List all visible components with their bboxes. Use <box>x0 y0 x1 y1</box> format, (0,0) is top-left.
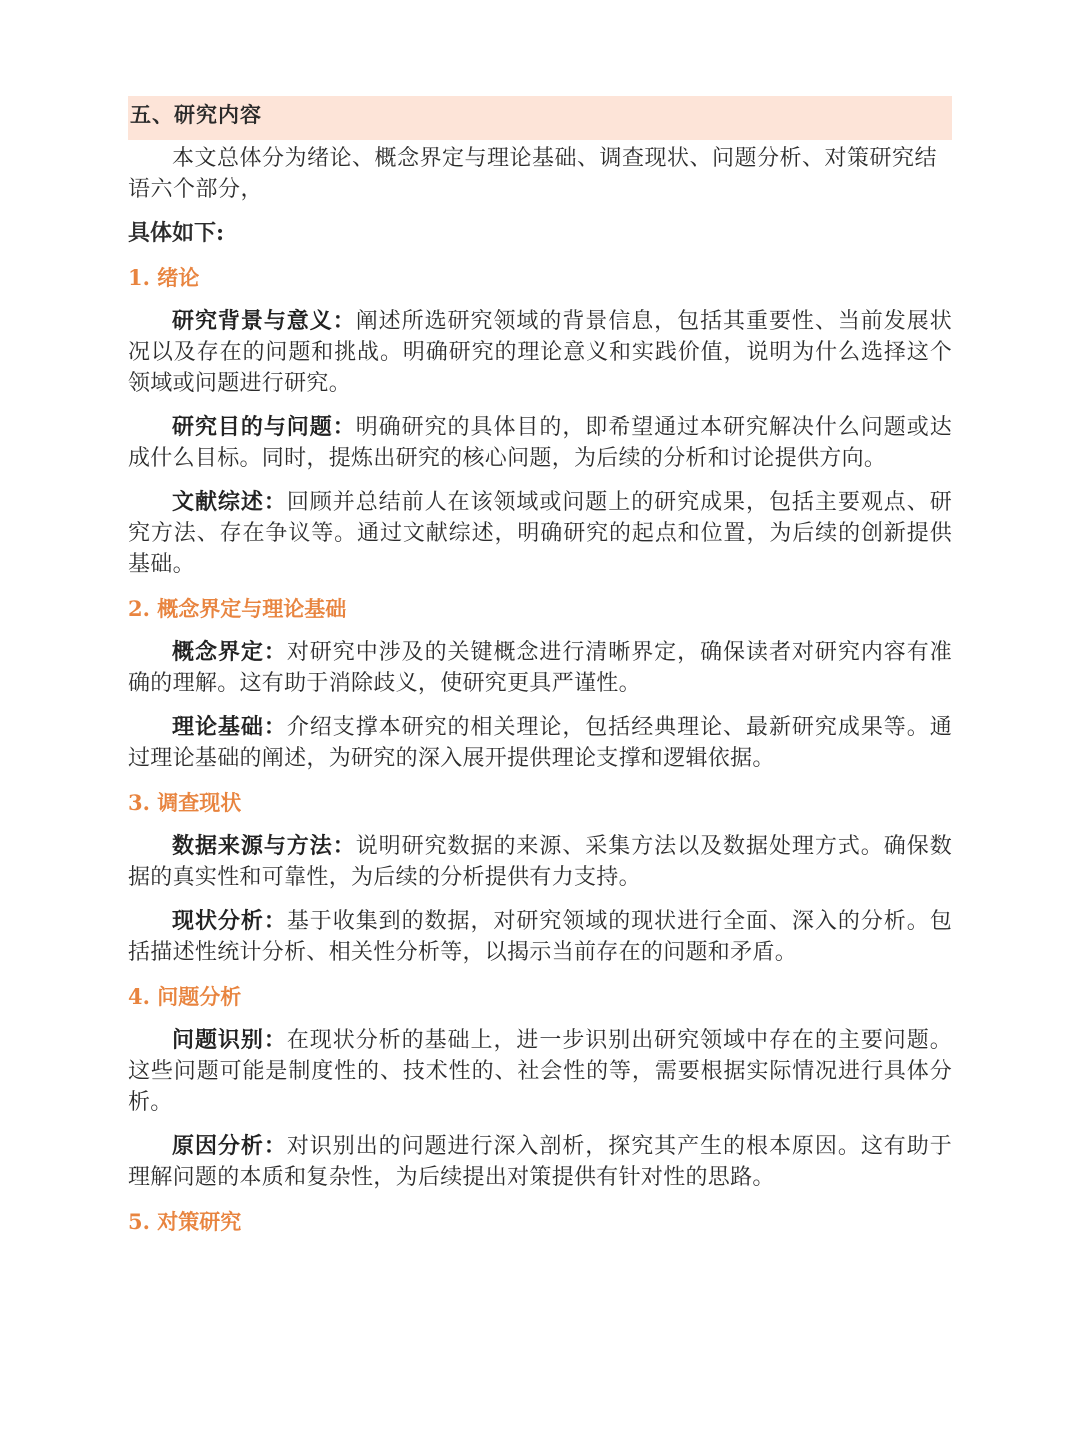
chapter-list <box>128 262 952 1237</box>
chapter-paragraph <box>128 831 952 893</box>
paragraph-text: 基于收集到的数据，对研究领域的现状进行全面、深入的分析。包括描述性统计分析、相关性分析等，以揭示当前存在的问题和矛盾。 <box>128 909 952 965</box>
chapter-paragraph <box>128 412 952 474</box>
paragraph-text: 在现状分析的基础上，进一步识别出研究领域中存在的主要问题。这些问题可能是制度性的、技术性的、社会性的等，需要根据实际情况进行具体分析。 <box>128 1028 952 1115</box>
chapter-heading: 1. 绪论 <box>128 265 200 290</box>
paragraph-text: 说明研究数据的来源、采集方法以及数据处理方式。确保数据的真实性和可靠性，为后续的分析提供有力支持。 <box>128 834 952 890</box>
chapter-paragraph <box>128 306 952 399</box>
paragraph-term: 理论基础： <box>172 714 287 740</box>
paragraph-term: 问题识别： <box>172 1027 287 1053</box>
paragraph-term: 现状分析： <box>172 908 287 934</box>
chapter-paragraph <box>128 637 952 699</box>
paragraph-text: 对识别出的问题进行深入剖析，探究其产生的根本原因。这有助于理解问题的本质和复杂性，为后续提出对策提供有针对性的思路。 <box>128 1134 952 1190</box>
document-page <box>128 96 952 1237</box>
intro-paragraph: 本文总体分为绪论、概念界定与理论基础、调查现状、问题分析、对策研究结语六个部分， <box>128 146 938 202</box>
chapter-paragraph <box>128 1131 952 1193</box>
chapter-paragraph <box>128 906 952 968</box>
paragraph-term: 研究目的与问题： <box>172 414 356 440</box>
section-title: 五、研究内容 <box>128 96 952 140</box>
chapter-paragraph <box>128 1025 952 1118</box>
chapter-heading: 3. 调查现状 <box>128 790 242 815</box>
paragraph-term: 原因分析： <box>172 1133 287 1159</box>
paragraph-text: 对研究中涉及的关键概念进行清晰界定，确保读者对研究内容有准确的理解。这有助于消除歧义，使研究更具严谨性。 <box>128 640 952 696</box>
paragraph-text: 阐述所选研究领域的背景信息，包括其重要性、当前发展状况以及存在的问题和挑战。明确研究的理论意义和实践价值，说明为什么选择这个领域或问题进行研究。 <box>128 309 952 396</box>
paragraph-text: 回顾并总结前人在该领域或问题上的研究成果，包括主要观点、研究方法、存在争议等。通过文献综述，明确研究的起点和位置，为后续的创新提供基础。 <box>128 490 952 577</box>
paragraph-term: 数据来源与方法： <box>172 833 356 859</box>
paragraph-term: 概念界定： <box>172 639 287 665</box>
paragraph-term: 文献综述： <box>172 489 287 515</box>
chapter-heading: 4. 问题分析 <box>128 984 242 1009</box>
chapter-heading: 2. 概念界定与理论基础 <box>128 596 347 621</box>
paragraph-term: 研究背景与意义： <box>172 308 356 334</box>
chapter-paragraph <box>128 487 952 580</box>
paragraph-text: 介绍支撑本研究的相关理论，包括经典理论、最新研究成果等。通过理论基础的阐述，为研究的深入展开提供理论支撑和逻辑依据。 <box>128 715 952 771</box>
chapter-paragraph <box>128 712 952 774</box>
detail-label: 具体如下: <box>128 220 225 246</box>
paragraph-text: 明确研究的具体目的，即希望通过本研究解决什么问题或达成什么目标。同时，提炼出研究的核心问题，为后续的分析和讨论提供方向。 <box>128 415 952 471</box>
chapter-heading: 5. 对策研究 <box>128 1209 242 1234</box>
